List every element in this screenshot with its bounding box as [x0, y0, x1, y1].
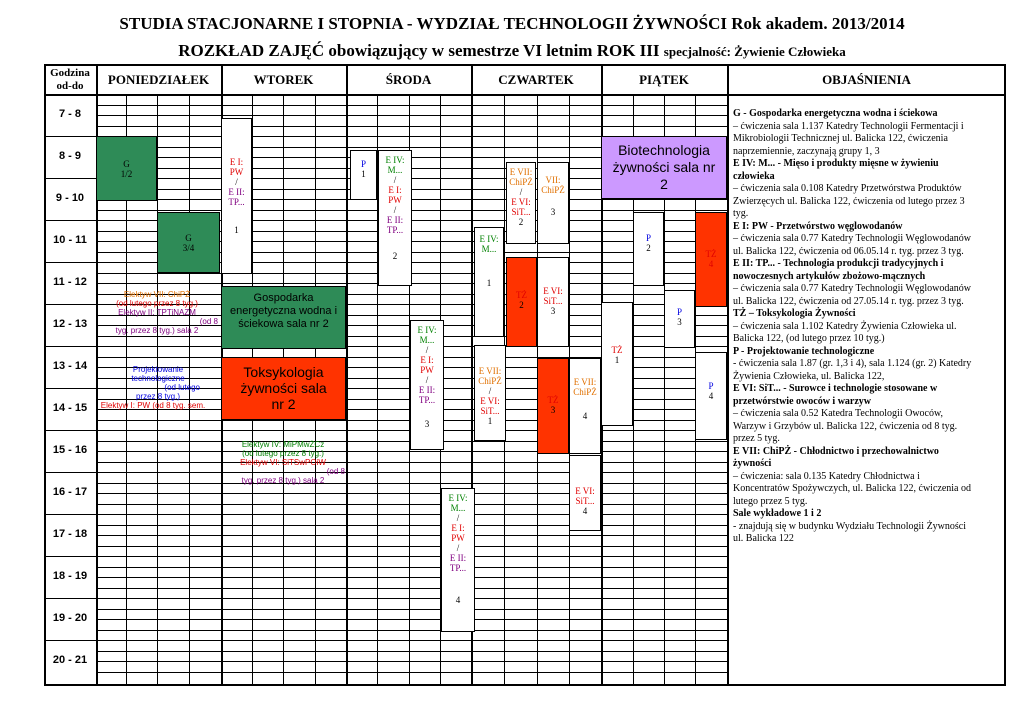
- grid-line: [46, 598, 96, 599]
- block-group: 1/2: [120, 169, 133, 179]
- hour-label: 8 - 9: [58, 150, 81, 162]
- bl: TP...: [449, 563, 467, 573]
- bl: E IV:: [479, 234, 499, 244]
- grid-line: [727, 64, 729, 686]
- block-fri-p-2: [633, 212, 664, 286]
- block-wed-p1: [350, 150, 377, 200]
- bl: /: [456, 543, 460, 553]
- el-line: przez 8 tyg.): [135, 392, 180, 401]
- bl: E II:: [418, 385, 436, 395]
- bl: E VII:: [509, 167, 533, 177]
- block-fri-tz-4: [695, 212, 727, 307]
- note-line: – ćwiczenia sala 0.52 Katedra Technologii Owoców, Warzyw i Grzybów ul. Balicka 122, ćwiczenia od 8 tyg. przez 5 tyg.: [733, 408, 958, 444]
- note-line: – ćwiczenia sala 0.77 Katedry Technologii Węglowodanów ul. Balicka 122, ćwiczenia od 06.05.14 r. tyg. przez 3 tyg.: [733, 233, 972, 257]
- bl: TŻ: [516, 290, 527, 300]
- hour-label: 20 - 21: [52, 654, 88, 666]
- el-line: Elektyw IV: MiPMwŻCz: [241, 440, 325, 449]
- block-thu-eiv-1: [474, 227, 504, 337]
- note-line: – ćwiczenia sala 1.137 Katedry Technologii Fermentacji i Mikrobiologii Technicznej ul. Balicka 122, ćwiczenia naprzemiennie, zaczynają grupy 1, 3: [733, 120, 964, 157]
- bl: E IV:: [385, 155, 405, 165]
- bl: E II:: [386, 215, 404, 225]
- hour-label: 11 - 12: [53, 276, 87, 288]
- bl: E II:: [228, 187, 245, 197]
- bl: /: [456, 513, 460, 523]
- note-line: – ćwiczenia sala 0.77 Katedry Technologii Węglowodanów ul. Balicka 122, ćwiczenia od 27.05.14 r. tyg. przez 3 tyg.: [733, 283, 972, 307]
- note-line: – ćwiczenia sala 1.102 Katedry Żywienia Człowieka ul. Balicka 122, (od lutego przez 10 tyg.): [733, 320, 957, 344]
- bl: 3: [550, 405, 556, 415]
- grid-line: [46, 640, 96, 641]
- document-title: STUDIA STACJONARNE I STOPNIA - WYDZIAŁ TECHNOLOGII ŻYWNOŚCI Rok akadem. 2013/2014: [119, 14, 905, 33]
- block-wed-eiv-3: [410, 320, 444, 450]
- bl: SiT...: [511, 207, 531, 217]
- hour-label: 19 - 20: [52, 612, 88, 624]
- bl: P: [676, 307, 682, 317]
- bl: 4: [708, 259, 714, 269]
- el-line: (od 8: [326, 467, 345, 476]
- bl: 4: [582, 411, 588, 421]
- block-gospodarka: Gospodarka energetyczna wodna i ściekowa sala nr 2: [221, 286, 346, 349]
- note-line: – ćwiczenia sala 0.108 Katedry Przetwórstwa Produktów Zwierzęcych ul. Balicka 122, ćwiczenia od lutego przez 3 tyg.: [733, 183, 965, 219]
- elective-note-mon-2: [96, 357, 220, 419]
- bl: 1: [361, 169, 366, 179]
- grid-line: [46, 514, 96, 515]
- grid-line: [46, 178, 96, 179]
- bl: /: [393, 205, 397, 215]
- note-line: TŻ – Toksykologia Żywności: [733, 308, 856, 319]
- block-fri-p-4: [695, 352, 727, 440]
- block-wed-eiv-4: [441, 488, 475, 632]
- bl: PW: [388, 195, 402, 205]
- bl: TP...: [228, 197, 245, 207]
- block-thu-tz-3: [537, 358, 569, 454]
- grid-line: [46, 430, 96, 431]
- block-biotechnologia: Biotechnologia żywności sala nr 2: [601, 136, 727, 199]
- el-line: Projektowanie: [132, 365, 184, 374]
- block-g-1-2: [96, 136, 157, 201]
- el-line: tyg. przez 8 tyg.) sala 2: [241, 476, 325, 485]
- grid-line: [46, 136, 96, 137]
- subtitle-main: ROZKŁAD ZAJĘĆ obowiązujący w semestrze VI letnim ROK III: [178, 41, 660, 60]
- block-thu-evi-4: [569, 455, 601, 531]
- hour-label: 15 - 16: [52, 444, 88, 456]
- bl: SiT...: [480, 406, 500, 416]
- note-line: P - Projektowanie technologiczne: [733, 345, 875, 357]
- bl: /: [488, 386, 492, 396]
- block-group: 3/4: [182, 243, 195, 253]
- bl: E IV:: [448, 493, 468, 503]
- grid-line: [46, 556, 96, 557]
- bl: 1: [487, 416, 493, 426]
- hours-header: [44, 66, 96, 94]
- specialty-label: specjalność: Żywienie Człowieka: [663, 44, 846, 59]
- bl: TŻ: [547, 395, 559, 405]
- bl: 3: [424, 419, 430, 429]
- hour-label: 10 - 11: [53, 234, 87, 246]
- col-thursday: CZWARTEK: [498, 72, 574, 87]
- bl: E IV:: [417, 325, 437, 335]
- bl: 3: [677, 317, 682, 327]
- bl: /: [519, 187, 523, 197]
- el-line: tyg. przez 8 tyg.) sala 2: [115, 326, 199, 335]
- grid-line: [46, 304, 96, 305]
- bl: VII:: [545, 175, 561, 185]
- bl: /: [235, 177, 238, 187]
- notes-panel: [733, 108, 973, 546]
- block-fri-tz-1: [601, 302, 633, 426]
- bl: /: [425, 375, 429, 385]
- bl: M...: [387, 165, 403, 175]
- bl: TP...: [386, 225, 404, 235]
- bl: 2: [646, 243, 651, 253]
- col-wednesday: ŚRODA: [385, 72, 432, 87]
- hour-label: 14 - 15: [52, 402, 88, 414]
- block-thu-vii-3: [537, 162, 569, 244]
- bl: E VII:: [573, 377, 597, 387]
- block-label: G: [185, 233, 192, 243]
- bl: E VII:: [478, 366, 502, 376]
- note-line: E I: PW - Przetwórstwo węglowodanów: [733, 220, 903, 232]
- note-line: E II: TP... - Technologia produkcji tradycyjnych i nowoczesnych artykułów zbożowo-mącznych: [733, 258, 944, 282]
- bl: ChiPŻ: [478, 376, 502, 386]
- bl: P: [645, 233, 651, 243]
- bl: TP...: [418, 395, 436, 405]
- block-wed-eiv-2: [378, 150, 412, 286]
- bl: 1: [234, 225, 239, 235]
- bl: /: [393, 175, 397, 185]
- block-thu-evii-2: [506, 162, 536, 244]
- hour-label: 12 - 13: [52, 318, 88, 330]
- bl: E I:: [451, 523, 465, 533]
- bl: TŻ: [611, 345, 623, 355]
- block-fri-p-3: [664, 290, 695, 348]
- block-thu-evii-1: [474, 345, 506, 441]
- el-line: Elektyw VI: SiTSwPOiW: [240, 458, 326, 467]
- bl: P: [360, 159, 366, 169]
- bl: 1: [486, 278, 492, 288]
- bl: SiT...: [575, 496, 595, 506]
- bl: PW: [420, 365, 434, 375]
- hours-header-l2: od-do: [56, 80, 84, 92]
- block-thu-evi-3: [537, 257, 569, 347]
- bl: 1: [614, 355, 620, 365]
- bl: ChiPŻ: [573, 387, 597, 397]
- el-line: (od lutego przez 8 tyg.): [242, 449, 324, 458]
- bl: M...: [481, 244, 497, 254]
- elective-note-mon-1: [96, 290, 218, 335]
- hours-header-l1: Godzina: [50, 67, 90, 79]
- note-line: E VII: ChiPŻ - Chłodnictwo i przechowalnictwo żywności: [733, 445, 939, 469]
- grid-line: [46, 346, 96, 347]
- grid-line: [46, 262, 96, 263]
- note-line: – ćwiczenia: sala 0.135 Katedry Chłodnictwa i Koncentratów Spożywczych, ul. Balicka 122, ćwiczenia od lutego przez 5 tyg.: [733, 470, 971, 507]
- block-thu-tz-2: [506, 257, 537, 347]
- bl: 2: [518, 217, 524, 227]
- note-line: - ćwiczenia sala 1.87 (gr. 1,3 i 4), sala 1.124 (gr. 2) Katedry Żywienia Człowieka, ul. Balicka 122,: [733, 358, 972, 382]
- hour-label: 7 - 8: [58, 108, 81, 120]
- bl: PW: [451, 533, 465, 543]
- bl: 4: [582, 506, 588, 516]
- bl: E I:: [388, 185, 402, 195]
- bl: /: [425, 345, 429, 355]
- el-line: Elektyw I: PW (od 8 tyg. sem.: [100, 401, 206, 410]
- bl: M...: [450, 503, 466, 513]
- hour-label: 9 - 10: [55, 192, 85, 204]
- note-line: Sale wykładowe 1 i 2: [733, 508, 822, 519]
- bl: M...: [419, 335, 435, 345]
- grid-line: [46, 94, 96, 95]
- grid-line: [46, 472, 96, 473]
- el-line: Elektyw VII: ChiPŻ: [123, 290, 191, 299]
- el-line: Elektyw II: TPTiNAZM: [118, 308, 196, 317]
- document-subtitle: [0, 41, 1024, 61]
- el-line: technologiczne: [131, 374, 185, 383]
- col-monday: PONIEDZIAŁEK: [107, 72, 210, 87]
- grid-line: [46, 388, 96, 389]
- el-line: (od 8: [199, 317, 218, 326]
- bl: E VI:: [543, 286, 563, 296]
- grid-line: [346, 64, 348, 686]
- grid-line: [46, 220, 96, 221]
- hour-label: 16 - 17: [52, 486, 88, 498]
- hour-label: 18 - 19: [52, 570, 88, 582]
- bl: E VI:: [575, 486, 595, 496]
- note-line: E IV: M... - Mięso i produkty mięsne w żywieniu człowieka: [733, 158, 939, 182]
- col-notes: OBJAŚNIENIA: [822, 72, 911, 87]
- el-line: (od lutego przez 8 tyg.): [116, 299, 198, 308]
- bl: 3: [550, 306, 556, 316]
- bl: 2: [519, 300, 524, 310]
- hour-label: 13 - 14: [52, 360, 88, 372]
- bl: 4: [708, 391, 714, 401]
- block-tue-ei-pw: [221, 118, 252, 274]
- bl: TŻ: [705, 249, 717, 259]
- bl: E VI:: [511, 197, 531, 207]
- bl: ChiPŻ: [509, 177, 533, 187]
- block-label: G: [123, 159, 130, 169]
- bl: E I:: [420, 355, 434, 365]
- bl: P: [708, 381, 714, 391]
- note-line: - znajdują się w budynku Wydziału Technologii Żywności ul. Balicka 122: [733, 520, 967, 544]
- bl: PW: [229, 167, 244, 177]
- bl: 2: [392, 251, 398, 261]
- el-line: (od lutego: [164, 383, 200, 392]
- bl: SiT...: [543, 296, 563, 306]
- col-friday: PIĄTEK: [639, 72, 689, 87]
- bl: 3: [550, 207, 556, 217]
- block-toksykologia: Toksykologia żywności sala nr 2: [221, 357, 346, 420]
- elective-note-tue: [221, 440, 345, 485]
- bl: 4: [455, 595, 461, 605]
- note-line: E VI: SiT... - Surowce i technologie stosowane w przetwórstwie owoców i warzyw: [733, 383, 938, 407]
- block-g-3-4: [157, 212, 220, 273]
- hour-label: 17 - 18: [52, 528, 88, 540]
- col-tuesday: WTOREK: [253, 72, 314, 87]
- bl: ChiPŻ: [541, 185, 565, 195]
- bl: E I:: [229, 157, 244, 167]
- bl: E II:: [449, 553, 467, 563]
- note-line: G - Gospodarka energetyczna wodna i ściekowa: [733, 108, 938, 119]
- block-thu-evii-4: [569, 358, 601, 454]
- bl: E VI:: [480, 396, 500, 406]
